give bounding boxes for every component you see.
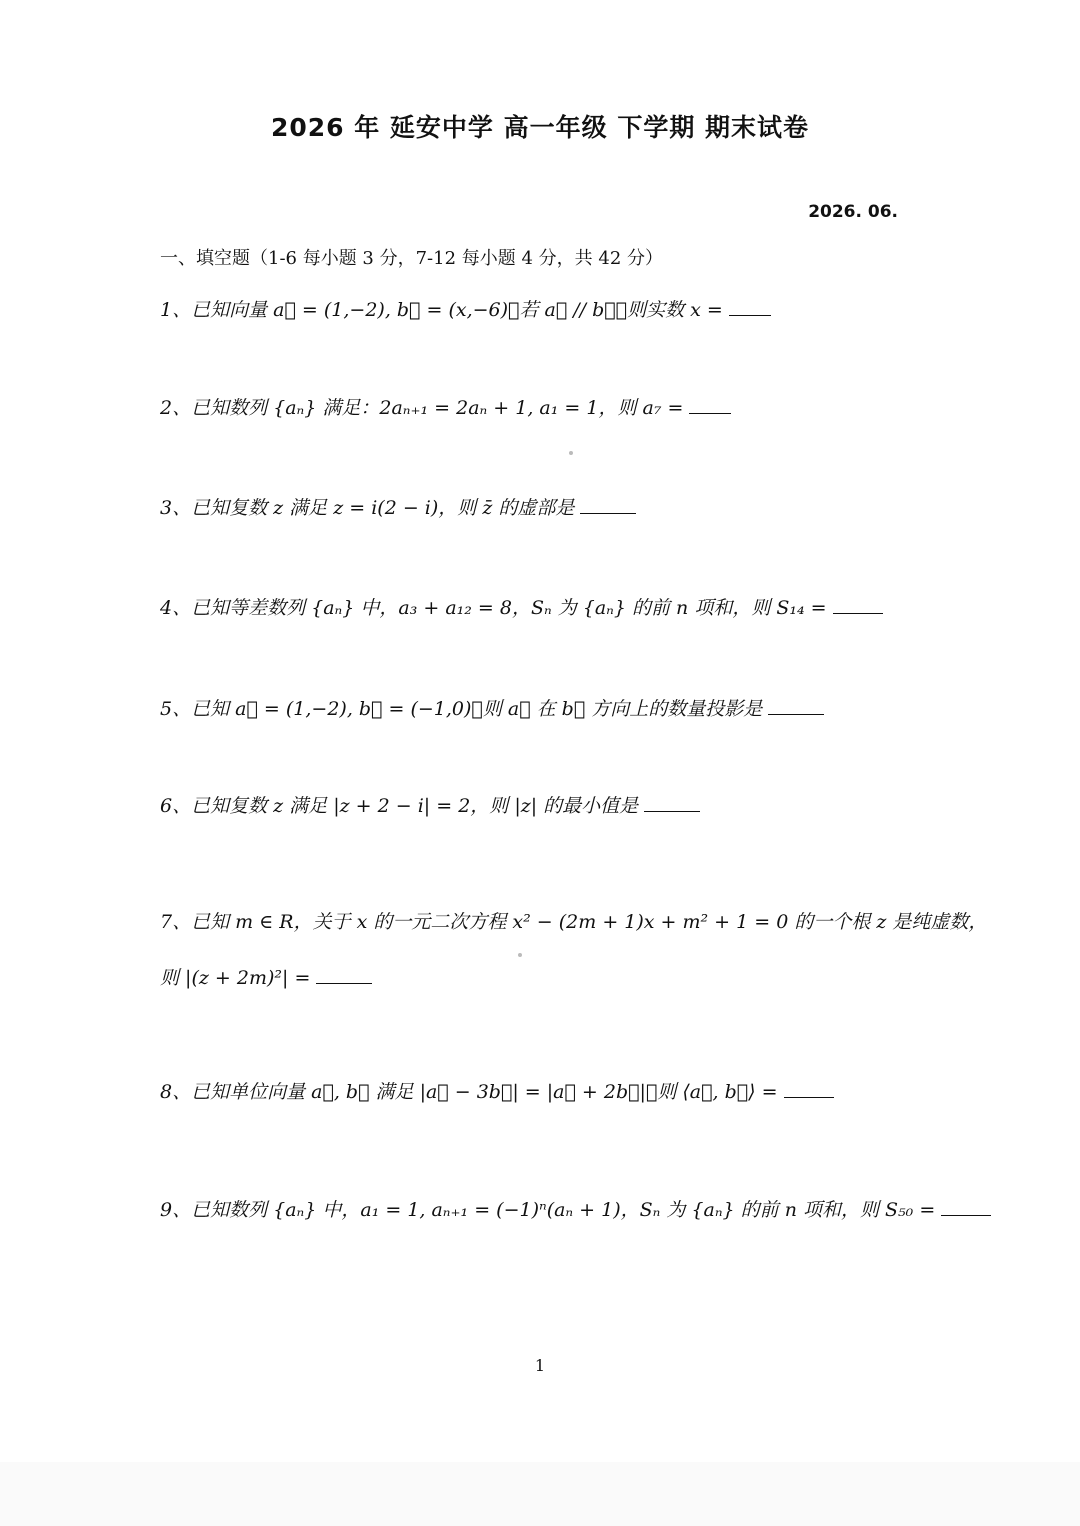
section-heading: 一、填空题（1-6 每小题 3 分，7-12 每小题 4 分，共 42 分） bbox=[160, 248, 664, 269]
answer-blank bbox=[689, 395, 731, 414]
answer-blank bbox=[316, 965, 372, 984]
question-7-text-line2: 则 |(z + 2m)²| = bbox=[160, 967, 311, 989]
question-9-text: 9、已知数列 {aₙ} 中，a₁ = 1, aₙ₊₁ = (−1)ⁿ(aₙ + 1)，Sₙ 为 {aₙ} 的前 n 项和，则 S₅₀ = bbox=[160, 1199, 936, 1221]
answer-blank bbox=[833, 595, 883, 614]
question-9 bbox=[160, 1196, 940, 1225]
scan-speck bbox=[569, 451, 573, 455]
question-7-line2 bbox=[160, 964, 940, 993]
answer-blank bbox=[729, 297, 771, 316]
question-6-text: 6、已知复数 z 满足 |z + 2 − i| = 2，则 |z| 的最小值是 bbox=[160, 795, 639, 817]
question-7-text: 7、已知 m ∈ R，关于 x 的一元二次方程 x² − (2m + 1)x + m² + 1 = 0 的一个根 z 是纯虚数， bbox=[160, 911, 988, 933]
page-title: 2026 年 延安中学 高一年级 下学期 期末试卷 bbox=[270, 113, 810, 142]
question-8-text: 8、已知单位向量 a⃗, b⃗ 满足 |a⃗ − 3b⃗| = |a⃗ + 2b⃗|，则 ⟨a⃗, b⃗⟩ = bbox=[160, 1081, 778, 1103]
answer-blank bbox=[941, 1197, 991, 1216]
question-6 bbox=[160, 792, 940, 821]
question-1 bbox=[160, 296, 940, 325]
question-5 bbox=[160, 695, 940, 724]
question-5-text: 5、已知 a⃗ = (1,−2), b⃗ = (−1,0)，则 a⃗ 在 b⃗ 方向上的数量投影是 bbox=[160, 698, 763, 720]
answer-blank bbox=[784, 1079, 834, 1098]
scan-speck bbox=[518, 953, 522, 957]
question-3 bbox=[160, 494, 940, 523]
question-4 bbox=[160, 594, 940, 623]
question-1-text: 1、已知向量 a⃗ = (1,−2), b⃗ = (x,−6)，若 a⃗ // b⃗，则实数 x = bbox=[160, 299, 723, 321]
question-2 bbox=[160, 394, 940, 423]
question-4-text: 4、已知等差数列 {aₙ} 中，a₃ + a₁₂ = 8，Sₙ 为 {aₙ} 的前 n 项和，则 S₁₄ = bbox=[160, 597, 827, 619]
page-number: 1 bbox=[534, 1356, 546, 1375]
question-8 bbox=[160, 1078, 940, 1107]
question-2-text: 2、已知数列 {aₙ} 满足：2aₙ₊₁ = 2aₙ + 1, a₁ = 1，则 a₇ = bbox=[160, 397, 684, 419]
question-7 bbox=[160, 908, 988, 937]
exam-date: 2026. 06. bbox=[808, 202, 898, 222]
answer-blank bbox=[768, 696, 824, 715]
answer-blank bbox=[580, 495, 636, 514]
answer-blank bbox=[644, 793, 700, 812]
question-3-text: 3、已知复数 z 满足 z = i(2 − i)，则 z̄ 的虚部是 bbox=[160, 497, 575, 519]
scan-bottom-shade bbox=[0, 1462, 1080, 1526]
